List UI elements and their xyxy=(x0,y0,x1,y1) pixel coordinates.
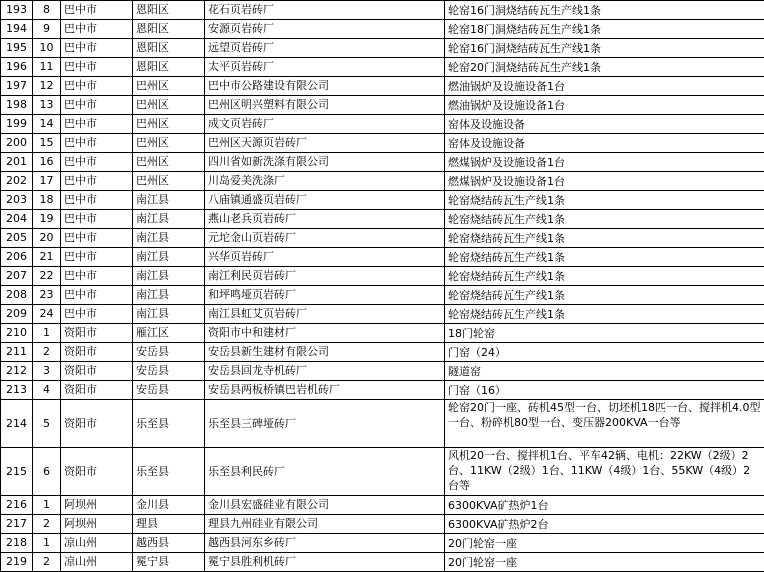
city-cell: 巴中市 xyxy=(61,77,133,96)
city-cell: 巴中市 xyxy=(61,229,133,248)
table-row xyxy=(1,210,764,229)
sub-number-cell: 2 xyxy=(33,343,61,362)
city-cell: 巴中市 xyxy=(61,58,133,77)
equipment-cell: 轮窑烧结砖瓦生产线1条 xyxy=(445,305,764,324)
equipment-cell: 窑体及设施设备 xyxy=(445,115,764,134)
sub-number-cell: 15 xyxy=(33,134,61,153)
county-cell: 南江县 xyxy=(133,229,205,248)
equipment-cell: 风机20一台、搅拌机1台、平车42辆、电机：22KW（2级）2台、11KW（2级）1台、11KW（4级）1台、55KW（4级）2台等 xyxy=(445,448,764,496)
city-cell: 阿坝州 xyxy=(61,515,133,534)
city-cell: 巴中市 xyxy=(61,191,133,210)
city-cell: 巴中市 xyxy=(61,172,133,191)
table-row xyxy=(1,134,764,153)
table-row xyxy=(1,20,764,39)
city-cell: 巴中市 xyxy=(61,96,133,115)
enterprise-name-cell: 燕山老兵页岩砖厂 xyxy=(205,210,445,229)
city-cell: 凉山州 xyxy=(61,553,133,572)
county-cell: 南江县 xyxy=(133,286,205,305)
county-cell: 雁江区 xyxy=(133,324,205,343)
equipment-cell: 隧道窑 xyxy=(445,362,764,381)
enterprise-name-cell: 巴州区天源页岩砖厂 xyxy=(205,134,445,153)
row-number-cell: 217 xyxy=(1,515,33,534)
row-number-cell: 197 xyxy=(1,77,33,96)
table-row xyxy=(1,115,764,134)
enterprise-name-cell: 成文页岩砖厂 xyxy=(205,115,445,134)
enterprise-name-cell: 越西县河东乡砖厂 xyxy=(205,534,445,553)
equipment-cell: 轮窑烧结砖瓦生产线1条 xyxy=(445,267,764,286)
table-row xyxy=(1,1,764,20)
table-row xyxy=(1,448,764,496)
sub-number-cell: 20 xyxy=(33,229,61,248)
sub-number-cell: 5 xyxy=(33,400,61,448)
county-cell: 安岳县 xyxy=(133,362,205,381)
row-number-cell: 198 xyxy=(1,96,33,115)
row-number-cell: 196 xyxy=(1,58,33,77)
row-number-cell: 200 xyxy=(1,134,33,153)
city-cell: 阿坝州 xyxy=(61,496,133,515)
sub-number-cell: 22 xyxy=(33,267,61,286)
equipment-cell: 燃煤锅炉及设施设备1台 xyxy=(445,172,764,191)
enterprise-name-cell: 南江县虹艾页岩砖厂 xyxy=(205,305,445,324)
sub-number-cell: 2 xyxy=(33,515,61,534)
table-row xyxy=(1,267,764,286)
county-cell: 乐至县 xyxy=(133,448,205,496)
table-row xyxy=(1,39,764,58)
equipment-cell: 轮窑20门一座、砖机45型一台、切坯机18匹一台、搅拌机4.0型一台、粉碎机80型一台、变压器200KVA一台等 xyxy=(445,400,764,448)
county-cell: 乐至县 xyxy=(133,400,205,448)
row-number-cell: 201 xyxy=(1,153,33,172)
city-cell: 资阳市 xyxy=(61,448,133,496)
enterprise-name-cell: 八庙镇通盛页岩砖厂 xyxy=(205,191,445,210)
city-cell: 巴中市 xyxy=(61,267,133,286)
enterprise-name-cell: 安岳县两板桥镇巴岩机砖厂 xyxy=(205,381,445,400)
equipment-cell: 燃油锅炉及设施设备1台 xyxy=(445,96,764,115)
row-number-cell: 216 xyxy=(1,496,33,515)
county-cell: 巴州区 xyxy=(133,115,205,134)
row-number-cell: 208 xyxy=(1,286,33,305)
row-number-cell: 193 xyxy=(1,1,33,20)
table-row xyxy=(1,77,764,96)
equipment-cell: 轮窑16门洞烧结砖瓦生产线1条 xyxy=(445,1,764,20)
sub-number-cell: 18 xyxy=(33,191,61,210)
city-cell: 资阳市 xyxy=(61,324,133,343)
enterprise-name-cell: 远望页岩砖厂 xyxy=(205,39,445,58)
table-row xyxy=(1,362,764,381)
row-number-cell: 211 xyxy=(1,343,33,362)
table-row xyxy=(1,343,764,362)
row-number-cell: 204 xyxy=(1,210,33,229)
table-row xyxy=(1,286,764,305)
enterprise-name-cell: 资阳市中和建材厂 xyxy=(205,324,445,343)
equipment-cell: 窑体及设施设备 xyxy=(445,134,764,153)
equipment-cell: 轮窑烧结砖瓦生产线1条 xyxy=(445,286,764,305)
equipment-cell: 6300KVA矿热炉2台 xyxy=(445,515,764,534)
table-row xyxy=(1,324,764,343)
sub-number-cell: 1 xyxy=(33,324,61,343)
county-cell: 恩阳区 xyxy=(133,58,205,77)
enterprise-name-cell: 理县九州硅业有限公司 xyxy=(205,515,445,534)
table-row xyxy=(1,191,764,210)
equipment-cell: 18门轮窑 xyxy=(445,324,764,343)
enterprise-name-cell: 花石页岩砖厂 xyxy=(205,1,445,20)
county-cell: 南江县 xyxy=(133,305,205,324)
sub-number-cell: 10 xyxy=(33,39,61,58)
county-cell: 安岳县 xyxy=(133,381,205,400)
county-cell: 巴州区 xyxy=(133,172,205,191)
county-cell: 恩阳区 xyxy=(133,20,205,39)
sub-number-cell: 17 xyxy=(33,172,61,191)
city-cell: 巴中市 xyxy=(61,210,133,229)
equipment-cell: 轮窑20门洞烧结砖瓦生产线1条 xyxy=(445,58,764,77)
enterprise-name-cell: 南江利民页岩砖厂 xyxy=(205,267,445,286)
table-row xyxy=(1,248,764,267)
sub-number-cell: 4 xyxy=(33,381,61,400)
county-cell: 越西县 xyxy=(133,534,205,553)
row-number-cell: 206 xyxy=(1,248,33,267)
table-row xyxy=(1,534,764,553)
sub-number-cell: 24 xyxy=(33,305,61,324)
sub-number-cell: 14 xyxy=(33,115,61,134)
row-number-cell: 210 xyxy=(1,324,33,343)
row-number-cell: 218 xyxy=(1,534,33,553)
city-cell: 巴中市 xyxy=(61,115,133,134)
table-row xyxy=(1,58,764,77)
enterprise-name-cell: 兴华页岩砖厂 xyxy=(205,248,445,267)
enterprise-name-cell: 巴州区明兴塑料有限公司 xyxy=(205,96,445,115)
sub-number-cell: 12 xyxy=(33,77,61,96)
row-number-cell: 202 xyxy=(1,172,33,191)
sub-number-cell: 23 xyxy=(33,286,61,305)
table-row xyxy=(1,172,764,191)
enterprise-name-cell: 和坪鸣垭页岩砖厂 xyxy=(205,286,445,305)
enterprise-name-cell: 太平页岩砖厂 xyxy=(205,58,445,77)
city-cell: 巴中市 xyxy=(61,286,133,305)
county-cell: 巴州区 xyxy=(133,77,205,96)
county-cell: 冕宁县 xyxy=(133,553,205,572)
table-row xyxy=(1,496,764,515)
city-cell: 凉山州 xyxy=(61,534,133,553)
city-cell: 巴中市 xyxy=(61,153,133,172)
enterprise-name-cell: 安岳县新生建材有限公司 xyxy=(205,343,445,362)
county-cell: 金川县 xyxy=(133,496,205,515)
sub-number-cell: 21 xyxy=(33,248,61,267)
row-number-cell: 213 xyxy=(1,381,33,400)
sub-number-cell: 19 xyxy=(33,210,61,229)
enterprise-name-cell: 乐至县三碑垭砖厂 xyxy=(205,400,445,448)
county-cell: 安岳县 xyxy=(133,343,205,362)
enterprise-name-cell: 安源页岩砖厂 xyxy=(205,20,445,39)
sub-number-cell: 1 xyxy=(33,496,61,515)
city-cell: 资阳市 xyxy=(61,400,133,448)
county-cell: 南江县 xyxy=(133,248,205,267)
equipment-cell: 20门轮窑一座 xyxy=(445,534,764,553)
row-number-cell: 215 xyxy=(1,448,33,496)
table-row xyxy=(1,381,764,400)
equipment-cell: 20门轮窑一座 xyxy=(445,553,764,572)
county-cell: 南江县 xyxy=(133,191,205,210)
city-cell: 资阳市 xyxy=(61,381,133,400)
sub-number-cell: 1 xyxy=(33,534,61,553)
table-body xyxy=(1,1,764,572)
sub-number-cell: 9 xyxy=(33,20,61,39)
sub-number-cell: 13 xyxy=(33,96,61,115)
city-cell: 巴中市 xyxy=(61,1,133,20)
row-number-cell: 195 xyxy=(1,39,33,58)
city-cell: 资阳市 xyxy=(61,362,133,381)
sub-number-cell: 11 xyxy=(33,58,61,77)
equipment-cell: 燃油锅炉及设施设备1台 xyxy=(445,77,764,96)
row-number-cell: 194 xyxy=(1,20,33,39)
city-cell: 资阳市 xyxy=(61,343,133,362)
enterprise-name-cell: 巴中市公路建设有限公司 xyxy=(205,77,445,96)
county-cell: 恩阳区 xyxy=(133,39,205,58)
equipment-cell: 轮窑烧结砖瓦生产线1条 xyxy=(445,210,764,229)
table-row xyxy=(1,553,764,572)
enterprise-name-cell: 元坨金山页岩砖厂 xyxy=(205,229,445,248)
county-cell: 理县 xyxy=(133,515,205,534)
row-number-cell: 209 xyxy=(1,305,33,324)
table-row xyxy=(1,515,764,534)
enterprise-name-cell: 四川省如新洗涤有限公司 xyxy=(205,153,445,172)
sub-number-cell: 16 xyxy=(33,153,61,172)
sub-number-cell: 8 xyxy=(33,1,61,20)
enterprise-name-cell: 乐至县利民砖厂 xyxy=(205,448,445,496)
table-row xyxy=(1,153,764,172)
enterprise-name-cell: 冕宁县胜利机砖厂 xyxy=(205,553,445,572)
city-cell: 巴中市 xyxy=(61,305,133,324)
equipment-cell: 轮窑烧结砖瓦生产线1条 xyxy=(445,191,764,210)
table-row xyxy=(1,305,764,324)
table-row xyxy=(1,96,764,115)
row-number-cell: 207 xyxy=(1,267,33,286)
table-row xyxy=(1,229,764,248)
row-number-cell: 212 xyxy=(1,362,33,381)
county-cell: 南江县 xyxy=(133,210,205,229)
enterprise-name-cell: 金川县宏盛硅业有限公司 xyxy=(205,496,445,515)
equipment-cell: 门窑（16） xyxy=(445,381,764,400)
table-row xyxy=(1,400,764,448)
city-cell: 巴中市 xyxy=(61,20,133,39)
city-cell: 巴中市 xyxy=(61,248,133,267)
county-cell: 巴州区 xyxy=(133,134,205,153)
county-cell: 恩阳区 xyxy=(133,1,205,20)
enterprise-name-cell: 安岳县回龙寺机砖厂 xyxy=(205,362,445,381)
row-number-cell: 203 xyxy=(1,191,33,210)
equipment-cell: 门窑（24） xyxy=(445,343,764,362)
row-number-cell: 205 xyxy=(1,229,33,248)
county-cell: 巴州区 xyxy=(133,96,205,115)
row-number-cell: 199 xyxy=(1,115,33,134)
enterprise-name-cell: 川岛爱美洗涤厂 xyxy=(205,172,445,191)
sub-number-cell: 3 xyxy=(33,362,61,381)
equipment-cell: 轮窑16门洞烧结砖瓦生产线1条 xyxy=(445,39,764,58)
equipment-cell: 燃煤锅炉及设施设备1台 xyxy=(445,153,764,172)
city-cell: 巴中市 xyxy=(61,39,133,58)
equipment-cell: 轮窑烧结砖瓦生产线1条 xyxy=(445,229,764,248)
county-cell: 巴州区 xyxy=(133,153,205,172)
row-number-cell: 214 xyxy=(1,400,33,448)
sub-number-cell: 6 xyxy=(33,448,61,496)
equipment-cell: 轮窑18门洞烧结砖瓦生产线1条 xyxy=(445,20,764,39)
city-cell: 巴中市 xyxy=(61,134,133,153)
row-number-cell: 219 xyxy=(1,553,33,572)
county-cell: 南江县 xyxy=(133,267,205,286)
sub-number-cell: 2 xyxy=(33,553,61,572)
equipment-cell: 6300KVA矿热炉1台 xyxy=(445,496,764,515)
equipment-cell: 轮窑烧结砖瓦生产线1条 xyxy=(445,248,764,267)
